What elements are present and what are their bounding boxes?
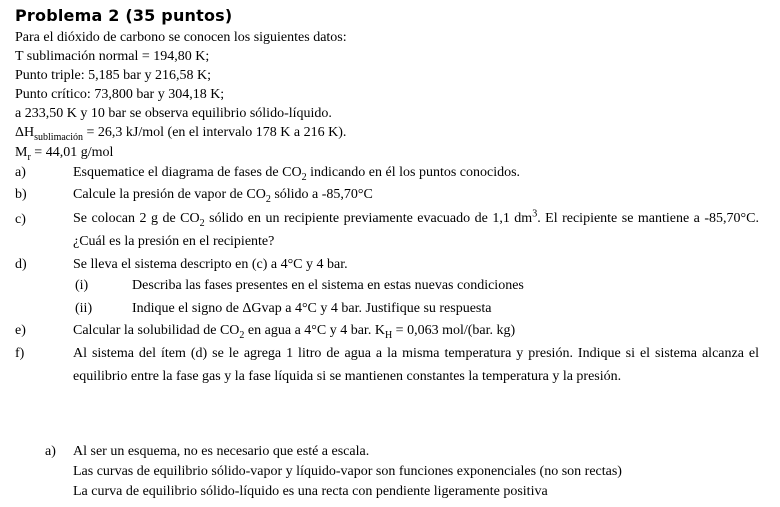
critical-point: Punto crítico: 73,800 bar y 304,18 K; (15, 87, 225, 102)
question-c-part2: sólido en un recipiente previamente evacuado de 1,1 dm (204, 211, 533, 226)
enthalpy-subscript: sublimación (34, 131, 84, 143)
question-c-text (73, 207, 759, 253)
dm3-superscript: 3 (532, 208, 538, 220)
answer-a-label: a) (45, 444, 56, 459)
molar-mass-subscript: r (27, 151, 31, 163)
question-a-label: a) (15, 165, 26, 180)
question-c-part3: . El recipiente se mantiene a -85,70°C. ¿Cuál es la presión en el recipiente? (73, 211, 759, 249)
enthalpy-symbol: ΔH (15, 125, 35, 140)
co2-subscript: 2 (239, 329, 245, 341)
question-d-label: d) (15, 257, 27, 272)
answer-line-3: La curva de equilibrio sólido-líquido es una recta con pendiente ligeramente positiva (73, 484, 548, 499)
question-c-part1: Se colocan 2 g de CO (73, 211, 200, 226)
question-a-part1: Esquematice el diagrama de fases de CO (73, 165, 302, 180)
molar-mass (15, 145, 113, 161)
enthalpy-value: = 26,3 kJ/mol (en el intervalo 178 K a 216 K). (83, 125, 347, 140)
molar-mass-symbol: M (15, 145, 28, 160)
answer-line-2: Las curvas de equilibrio sólido-vapor y líquido-vapor son funciones exponenciales (no son rectas) (73, 464, 622, 479)
question-e-part2: en agua a 4°C y 4 bar. K (244, 323, 385, 338)
question-d-ii-text: Indique el signo de ΔGvap a 4°C y 4 bar. Justifique su respuesta (132, 301, 492, 316)
problem-title: Problema 2 (35 puntos) (15, 6, 233, 25)
question-e-label: e) (15, 323, 26, 338)
question-f-text: Al sistema del ítem (d) se le agrega 1 litro de agua a la misma temperatura y presión. Indique si el sistema alcanza el equilibrio entre la fase gas y la fase líquida si se mantienen constantes la temperatura y la presión. (73, 346, 759, 384)
molar-mass-value: = 44,01 g/mol (30, 145, 114, 160)
question-b-label: b) (15, 187, 27, 202)
co2-subscript: 2 (265, 193, 271, 205)
question-e-text (73, 323, 515, 339)
question-d-i-label: (i) (75, 278, 89, 293)
question-f-label: f) (15, 346, 25, 361)
co2-subscript: 2 (301, 171, 307, 183)
question-a-text (73, 165, 520, 181)
question-b-text (73, 187, 373, 203)
co2-subscript: 2 (199, 217, 205, 229)
question-d-ii-label: (ii) (75, 301, 93, 316)
intro-line: Para el dióxido de carbono se conocen los siguientes datos: (15, 30, 347, 45)
sublimation-temperature: T sublimación normal = 194,80 K; (15, 49, 210, 64)
question-d-i-text: Describa las fases presentes en el sistema en estas nuevas condiciones (132, 278, 524, 293)
question-d-text: Se lleva el sistema descripto en (c) a 4°C y 4 bar. (73, 257, 348, 272)
question-e-part1: Calcular la solubilidad de CO (73, 323, 240, 338)
enthalpy-sublimation (15, 125, 346, 141)
question-b-part2: sólido a -85,70°C (270, 187, 373, 202)
question-b-part1: Calcule la presión de vapor de CO (73, 187, 266, 202)
kh-subscript: H (384, 329, 393, 341)
question-a-part2: indicando en él los puntos conocidos. (306, 165, 521, 180)
solid-liquid-equilibrium: a 233,50 K y 10 bar se observa equilibrio sólido-líquido. (15, 106, 332, 121)
triple-point: Punto triple: 5,185 bar y 216,58 K; (15, 68, 211, 83)
answer-line-1: Al ser un esquema, no es necesario que esté a escala. (73, 444, 370, 459)
question-e-part3: = 0,063 mol/(bar. kg) (392, 323, 516, 338)
question-c-label: c) (15, 212, 26, 227)
